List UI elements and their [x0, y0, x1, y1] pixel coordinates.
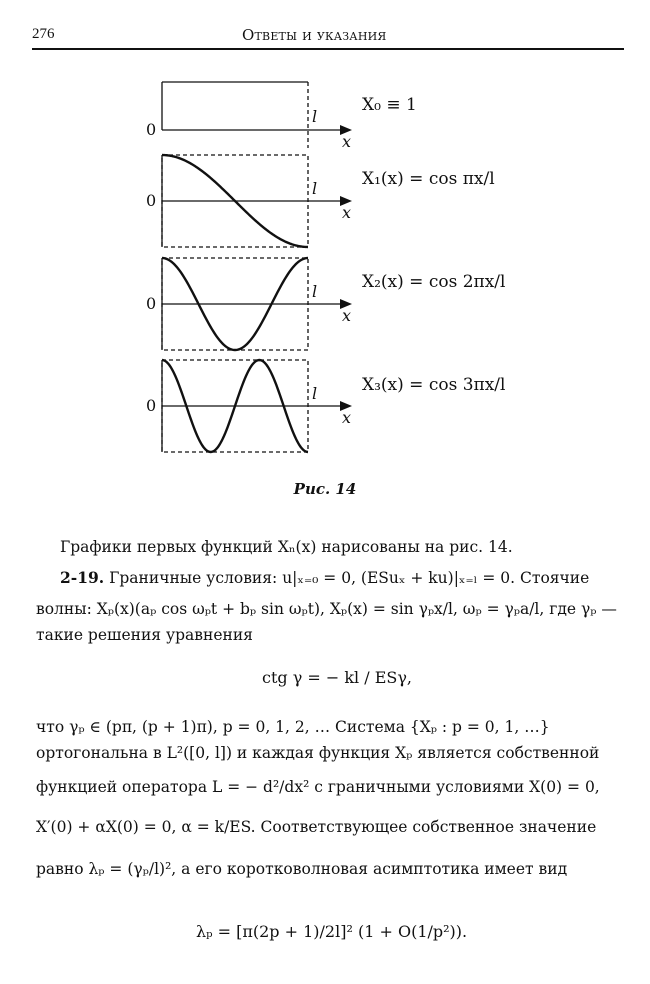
paragraph-3-line-4: X′(0) + αX(0) = 0, α = k/ES. Соответствующее собственное значение — [36, 818, 597, 836]
problem-number: 2-19. — [60, 568, 105, 587]
panel-0-axis-label: x — [342, 132, 352, 151]
panel-3-axis-label: x — [342, 408, 352, 427]
paragraph-2-line-1-text: Граничные условия: u|ₓ₌₀ = 0, (ESuₓ + ku)|ₓ₌ₗ = 0. Стоячие — [109, 569, 590, 587]
panel-0-end-label: l — [312, 107, 318, 126]
panel-3-formula: X₃(x) = cos 3πx/l — [362, 375, 506, 395]
figure-14 — [0, 0, 650, 470]
panel-2-axis-label: x — [342, 306, 352, 325]
panel-1-end-label: l — [312, 179, 318, 198]
paragraph-3-line-3: функцией оператора L = − d²/dx² с граничными условиями X(0) = 0, — [36, 778, 600, 796]
paragraph-2-line-1 — [60, 568, 589, 587]
paragraph-3-line-2: ортогональна в L²([0, l]) и каждая функция Xₚ является собственной — [36, 744, 600, 762]
paragraph-2-line-2: волны: Xₚ(x)(aₚ cos ωₚt + bₚ sin ωₚt), Xₚ(x) = sin γₚx/l, ωₚ = γₚa/l, где γₚ — — [36, 600, 617, 618]
panel-3-end-label: l — [312, 384, 318, 403]
paragraph-3-line-5: равно λₚ = (γₚ/l)², а его коротковолновая асимптотика имеет вид — [36, 860, 568, 878]
panel-1-origin-label: 0 — [146, 191, 157, 210]
panel-2-end-label: l — [312, 282, 318, 301]
panel-0-origin-label: 0 — [146, 120, 157, 139]
paragraph-1: Графики первых функций Xₙ(x) нарисованы на рис. 14. — [60, 538, 513, 556]
figure-caption: Рис. 14 — [293, 480, 357, 498]
paragraph-2-line-3: такие решения уравнения — [36, 626, 253, 644]
panel-0-formula: X₀ ≡ 1 — [362, 95, 417, 115]
panel-2-origin-label: 0 — [146, 294, 157, 313]
equation-ctg: ctg γ = − kl / ESγ, — [262, 668, 413, 687]
page-number: 276 — [32, 26, 55, 42]
panel-1-axis-label: x — [342, 203, 352, 222]
panel-2-formula: X₂(x) = cos 2πx/l — [362, 272, 506, 292]
paragraph-3-line-1: что γₚ ∈ (pπ, (p + 1)π), p = 0, 1, 2, … Система {Xₚ : p = 0, 1, …} — [36, 718, 550, 736]
panel-3-origin-label: 0 — [146, 396, 157, 415]
panel-1-formula: X₁(x) = cos πx/l — [362, 169, 495, 189]
equation-asymptotic: λₚ = [π(2p + 1)/2l]² (1 + O(1/p²)). — [196, 922, 468, 941]
running-head: Ответы и указания — [242, 26, 387, 44]
panel-0-frame — [162, 82, 308, 130]
